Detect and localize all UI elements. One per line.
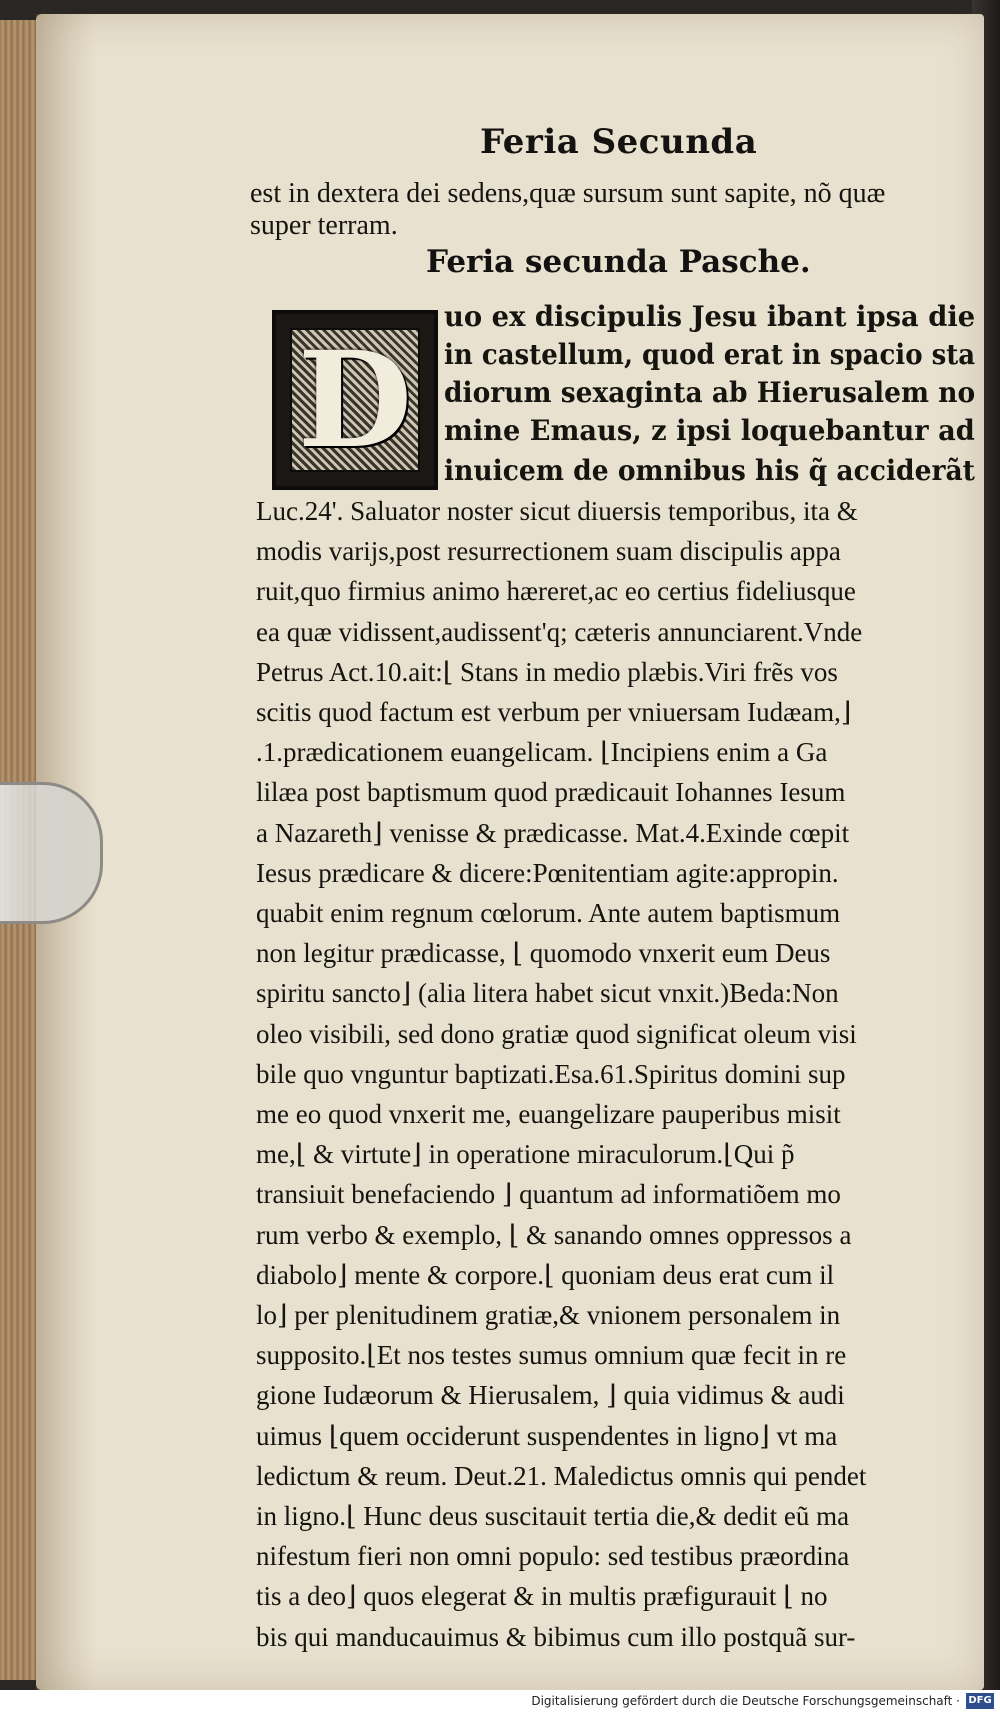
body-line: me eo quod vnxerit me, euangelizare pauperibus misit (256, 1099, 841, 1129)
body-line: Petrus Act.10.ait:⌊ Stans in medio plæbis.Viri frẽs vos (256, 656, 838, 687)
gothic-line: diorum sexaginta ab Hierusalem no (444, 376, 976, 409)
intro-line: super terram. (250, 210, 398, 241)
gothic-line: inuicem de omnibus his q̃ acciderãt (444, 454, 975, 487)
body-line: modis varijs,post resurrectionem suam discipulis appa (256, 536, 841, 567)
section-title: Feria secunda Pasche. (426, 244, 811, 280)
dfg-logo: DFG (966, 1693, 994, 1709)
body-line: in ligno.⌊ Hunc deus suscitauit tertia die,& dedit eũ ma (256, 1501, 850, 1531)
body-line: ea quæ vidissent,audissent'q; cæteris annunciarent.Vnde (256, 616, 863, 647)
gothic-line: uo ex discipulis Jesu ibant ipsa die (444, 300, 976, 333)
body-line: scitis quod factum est verbum per vniuersam Iudæam,⌋ (256, 697, 852, 727)
body-line: quabit enim regnum cœlorum. Ante autem baptismum (256, 898, 841, 928)
footer-credit: Digitalisierung gefördert durch die Deutsche Forschungsgemeinschaft · (531, 1694, 960, 1708)
body-line: .1.prædicationem euangelicam. ⌊Incipiens enim a Ga (256, 737, 828, 768)
page-clip (0, 782, 103, 924)
footer-bar (0, 1690, 1000, 1714)
body-line: nifestum fieri non omni populo: sed testibus præordina (256, 1541, 850, 1572)
gothic-line: mine Emaus, z ipsi loquebantur ad (444, 414, 975, 447)
gothic-line: in castellum, quod erat in spacio sta (444, 338, 976, 371)
body-line: diabolo⌋ mente & corpore.⌊ quoniam deus erat cum il (256, 1259, 835, 1290)
body-line: Luc.24'. Saluator noster sicut diuersis temporibus, ita & (256, 496, 858, 526)
body-line: rum verbo & exemplo, ⌊ & sanando omnes oppressos a (256, 1219, 852, 1250)
body-line: Iesus prædicare & dicere:Pœnitentiam agite:appropin. (256, 857, 839, 888)
body-line: tis a deo⌋ quos elegerat & in multis præfigurauit ⌊ no (256, 1581, 828, 1612)
body-line: transiuit benefaciendo ⌋ quantum ad informatiõem mo (256, 1179, 841, 1210)
body-line: uimus ⌊quem occiderunt suspendentes in ligno⌋ vt ma (256, 1420, 838, 1451)
initial-letter: D (297, 322, 413, 478)
running-head: Feria Secunda (480, 122, 758, 162)
body-line: lo⌋ per plenitudinem gratiæ,& vnionem personalem in (256, 1300, 841, 1330)
body-line: supposito.⌊Et nos testes sumus omnium quæ fecit in re (256, 1340, 847, 1371)
body-line: ruit,quo firmius animo hæreret,ac eo certius fideliusque (256, 576, 856, 607)
body-line: oleo visibili, sed dono gratiæ quod significat oleum visi (256, 1018, 857, 1049)
body-line: a Nazareth⌋ venisse & prædicasse. Mat.4.Exinde cœpit (256, 817, 850, 848)
decorated-initial (272, 310, 438, 490)
body-line: me,⌊ & virtute⌋ in operatione miraculorum.⌊Qui p̃ (256, 1139, 795, 1170)
body-line: lilæa post baptismum quod prædicauit Iohannes Iesum (256, 777, 846, 808)
body-line: ledictum & reum. Deut.21. Maledictus omnis qui pendet (256, 1460, 867, 1491)
body-line: gione Iudæorum & Hierusalem, ⌋ quia vidimus & audi (256, 1380, 845, 1411)
intro-line: est in dextera dei sedens,quæ sursum sunt sapite, nõ quæ (250, 178, 886, 209)
body-line: spiritu sancto⌋ (alia litera habet sicut vnxit.)Beda:Non (256, 978, 839, 1009)
body-line: bile quo vnguntur baptizati.Esa.61.Spiritus domini sup (256, 1058, 846, 1089)
body-line: bis qui manducauimus & bibimus cum illo postquã sur- (256, 1621, 856, 1652)
body-line: non legitur prædicasse, ⌊ quomodo vnxerit eum Deus (256, 938, 831, 969)
